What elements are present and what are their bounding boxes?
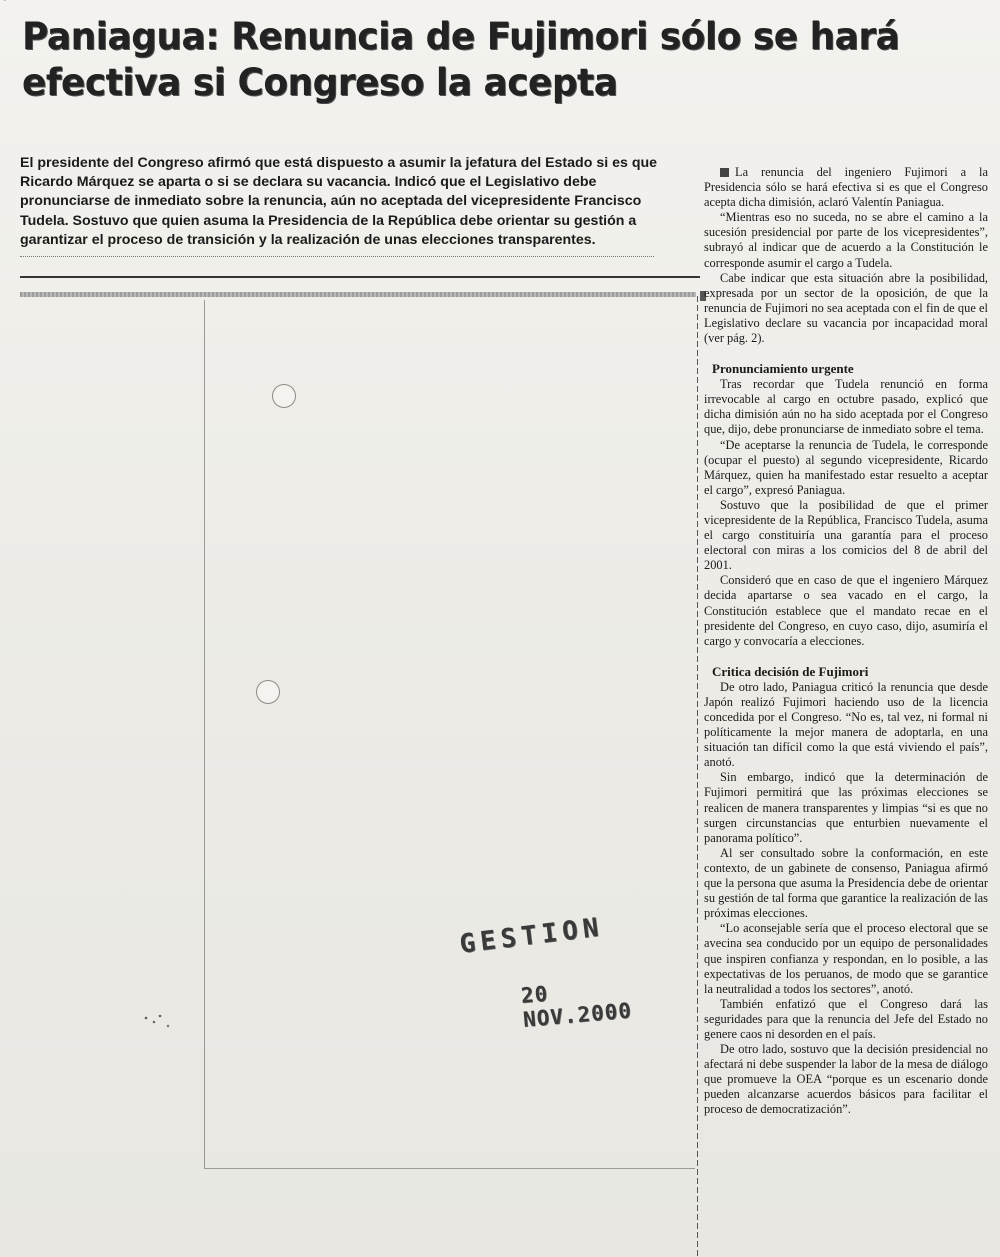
body-paragraph: Consideró que en caso de que el ingeniero Márquez decida apartarse o sea vacado en el cargo, la Constitución establece que el mandato recae en el presidente del Congreso, en cuyo caso, dijo, asumiría el cargo y convocaría a elecciones. xyxy=(704,573,988,648)
subheading: Pronunciamiento urgente xyxy=(712,361,854,377)
body-paragraph: De otro lado, sostuvo que la decisión presidencial no afectará ni debe suspender la labor de la mesa de diálogo que promueve la OEA “porque es un escenario donde pueden alcanzarse acuerdos básicos para facilitar el proceso de democratización”. xyxy=(704,1042,988,1117)
body-paragraph: “De aceptarse la renuncia de Tudela, le corresponde (ocupar el puesto) al segundo vicepresidente, Ricardo Márquez, quien ha manifestado estar resuelto a aceptar el cargo”, expresó Paniagua. xyxy=(704,437,988,497)
body-paragraph: Sin embargo, indicó que la determinación de Fujimori permitirá que las próximas elecciones se realicen de manera transparentes y limpias “si es que no surgen circunstancias que enturbien nuevamente el panorama político”. xyxy=(704,770,988,845)
gray-divider xyxy=(20,292,696,297)
blank-photo-area xyxy=(204,300,695,1169)
punch-hole-icon xyxy=(272,384,296,408)
square-bullet-icon xyxy=(720,168,729,177)
body-paragraph: Cabe indicar que esta situación abre la posibilidad, expresada por un sector de la oposición, de que la renuncia de Fujimori no sea aceptada con el fin de que el Legislativo declare su vacancia por incapacidad moral (ver pág. 2). xyxy=(704,270,988,346)
body-paragraph: Sostuvo que la posibilidad de que el primer vicepresidente de la República, Francisco Tudela, asuma el cargo constituiría una garantía para el proceso electoral con miras a los comicios del 8 de abril del 2001. xyxy=(704,497,988,573)
article-body xyxy=(704,165,988,1118)
date-stamp xyxy=(458,912,658,1032)
column-divider xyxy=(697,296,698,1256)
body-paragraph: “Lo aconsejable sería que el proceso electoral que se avecina sea conducido por un equipo de personalidades que inspiren confianza y respondan, en lo posible, a las expectativas de los peruanos, de modo que se garantice la neutralidad a todos los sectores”, anotó. xyxy=(704,921,988,996)
subheading: Critica decisión de Fujimori xyxy=(712,663,869,679)
body-paragraph: La renuncia del ingeniero Fujimori a la Presidencia sólo se hará efectiva si es que el Congreso acepta dicha dimisión, aclaró Valentín Paniagua. xyxy=(704,165,988,210)
ink-specks xyxy=(140,1010,180,1040)
body-paragraph: Tras recordar que Tudela renunció en forma irrevocable al cargo en octubre pasado, explicó que dicha dimisión aún no ha sido aceptada por el Congreso que, dijo, debe pronunciarse de inmediato sobre el tema. xyxy=(704,377,988,437)
stamp-date: 20 NOV.2000 xyxy=(520,981,633,1032)
headline-line-2: efectiva si Congreso la acepta xyxy=(22,61,618,104)
body-paragraph: De otro lado, Paniagua criticó la renuncia que desde Japón realizó Fujimori haciendo uso de la licencia concedida por el Congreso. “No es, tal vez, ni formal ni políticamente la mejor manera de adoptarla, en una situación tan difícil como la que está viviendo el país”, anotó. xyxy=(704,679,988,770)
body-paragraph: También enfatizó que el Congreso dará las seguridades para que la renuncia del Jefe del Estado no genere caos ni desorden en el país. xyxy=(704,996,988,1041)
thick-divider xyxy=(20,276,700,278)
headline xyxy=(22,14,900,106)
stamp-publication: GESTION xyxy=(458,912,606,960)
punch-hole-icon xyxy=(256,680,280,704)
body-paragraph: Al ser consultado sobre la conformación, en este contexto, de un gabinete de consenso, Paniagua afirmó que la persona que asuma la Presidencia debe de orientar su gestión de tal forma que garantice la realización de las próximas elecciones. xyxy=(704,845,988,921)
lead-paragraph: El presidente del Congreso afirmó que está dispuesto a asumir la jefatura del Estado si es que Ricardo Márquez se aparta o si se declara su vacancia. Indicó que el Legislativo debe pronunciarse de inmediato sobre la renuncia, aún no aceptada del vicepresidente Francisco Tudela. Sostuvo que quien asuma la Presidencia de la República debe orientar su gestión a garantizar el proceso de transición y la realización de unas elecciones transparentes. xyxy=(20,155,658,248)
headline-line-1: Paniagua: Renuncia de Fujimori sólo se hará xyxy=(22,15,900,58)
corner-mark xyxy=(4,0,38,15)
body-paragraph: “Mientras eso no suceda, no se abre el camino a la sucesión presidencial por parte de los vicepresidentes”, subrayó al indicar que de acuerdo a la Constitución le corresponde asumir el cargo a Tudela. xyxy=(704,210,988,270)
dotted-divider xyxy=(20,256,654,257)
